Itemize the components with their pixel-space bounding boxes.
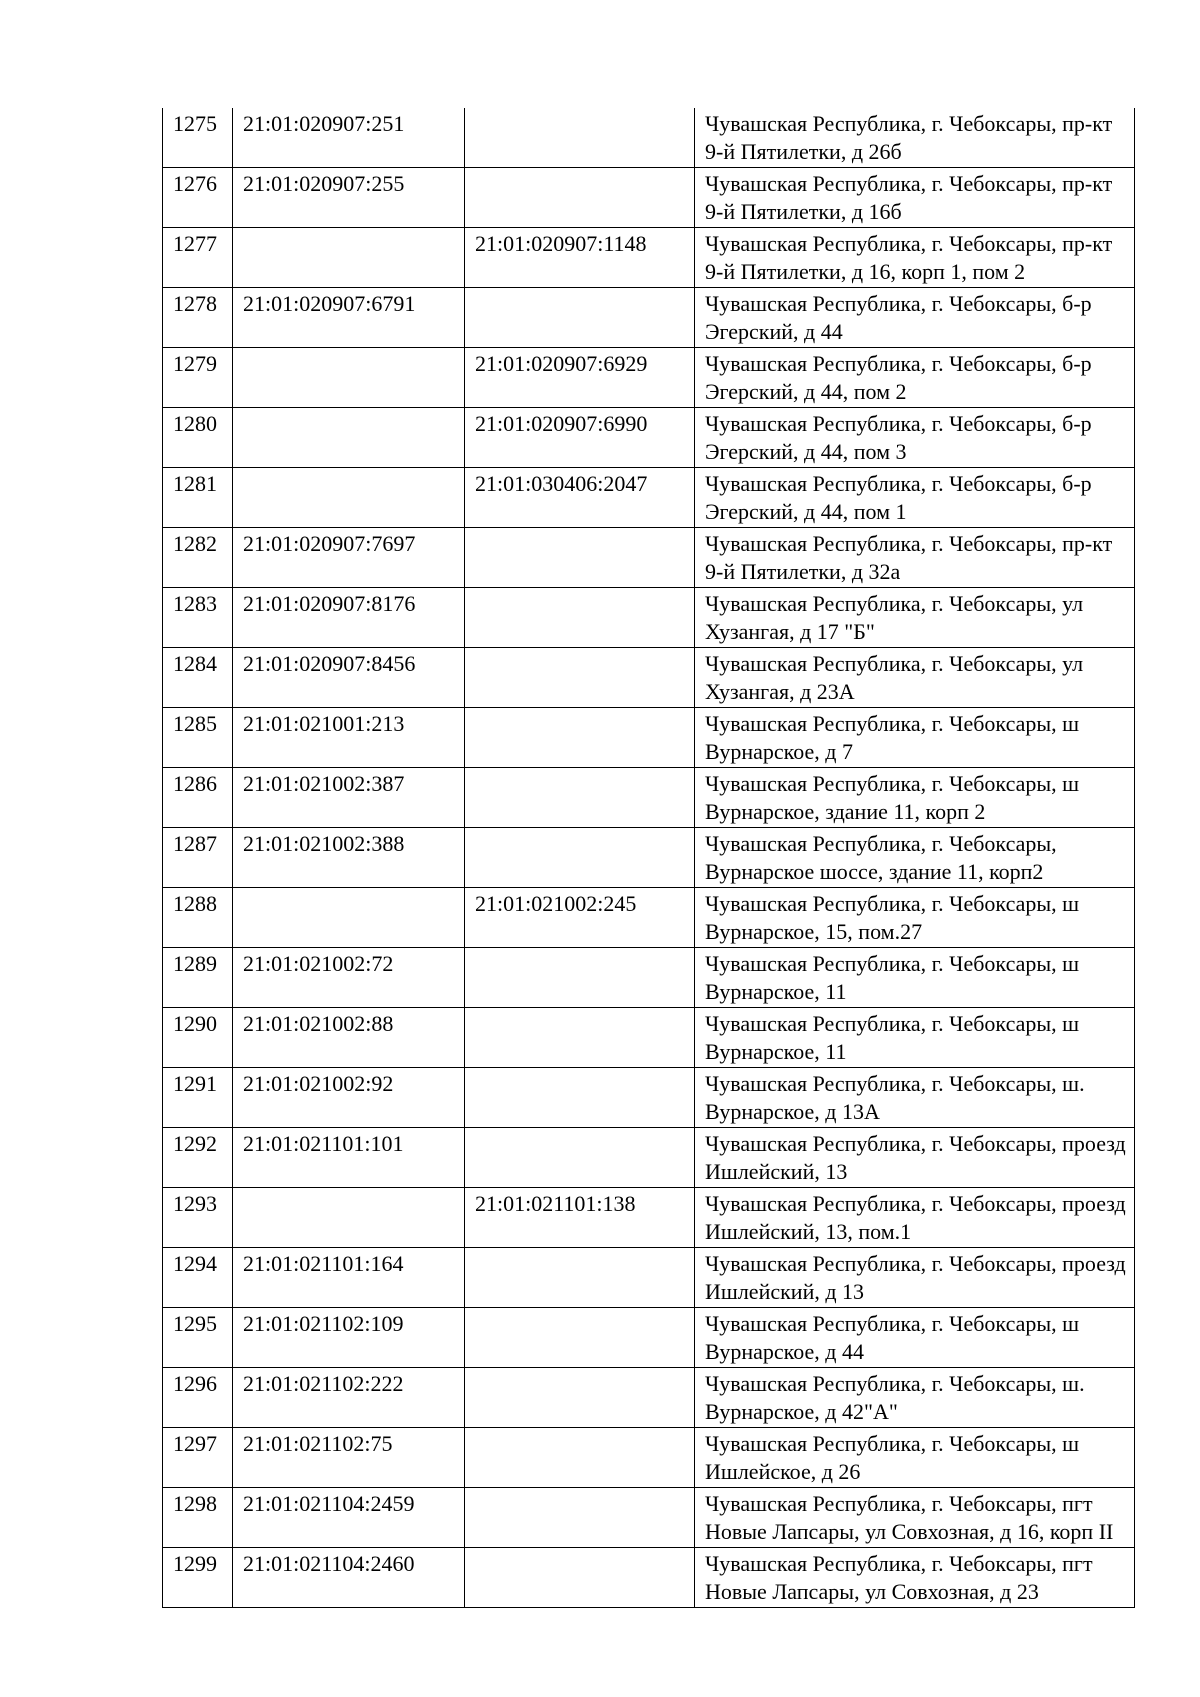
- row-number-cell: 1296: [163, 1368, 233, 1428]
- address-cell: Чувашская Республика, г. Чебоксары, проезд Ишлейский, д 13: [695, 1248, 1135, 1308]
- row-number-cell: 1289: [163, 948, 233, 1008]
- land-cadastral-number-cell: 21:01:020907:251: [233, 108, 465, 168]
- table-row: [163, 468, 1135, 528]
- land-cadastral-number-cell: 21:01:020907:8456: [233, 648, 465, 708]
- address-cell: Чувашская Республика, г. Чебоксары, пр-кт 9-й Пятилетки, д 32а: [695, 528, 1135, 588]
- address-cell: Чувашская Республика, г. Чебоксары, ш Вурнарское, д 44: [695, 1308, 1135, 1368]
- row-number-cell: 1287: [163, 828, 233, 888]
- land-cadastral-number-cell: [233, 408, 465, 468]
- table-row: [163, 1548, 1135, 1608]
- object-cadastral-number-cell: [465, 828, 695, 888]
- registry-table-body: [163, 108, 1135, 1608]
- object-cadastral-number-cell: 21:01:021002:245: [465, 888, 695, 948]
- land-cadastral-number-cell: 21:01:021102:109: [233, 1308, 465, 1368]
- table-row: [163, 828, 1135, 888]
- object-cadastral-number-cell: 21:01:020907:6929: [465, 348, 695, 408]
- row-number-cell: 1275: [163, 108, 233, 168]
- row-number-cell: 1299: [163, 1548, 233, 1608]
- object-cadastral-number-cell: [465, 288, 695, 348]
- land-cadastral-number-cell: 21:01:021101:164: [233, 1248, 465, 1308]
- address-cell: Чувашская Республика, г. Чебоксары, пгт Новые Лапсары, ул Совхозная, д 23: [695, 1548, 1135, 1608]
- address-cell: Чувашская Республика, г. Чебоксары, б-р Эгерский, д 44, пом 2: [695, 348, 1135, 408]
- object-cadastral-number-cell: [465, 1548, 695, 1608]
- object-cadastral-number-cell: [465, 948, 695, 1008]
- row-number-cell: 1290: [163, 1008, 233, 1068]
- land-cadastral-number-cell: 21:01:021002:388: [233, 828, 465, 888]
- address-cell: Чувашская Республика, г. Чебоксары, проезд Ишлейский, 13: [695, 1128, 1135, 1188]
- land-cadastral-number-cell: [233, 468, 465, 528]
- row-number-cell: 1292: [163, 1128, 233, 1188]
- land-cadastral-number-cell: [233, 1188, 465, 1248]
- address-cell: Чувашская Республика, г. Чебоксары, ш Вурнарское, 15, пом.27: [695, 888, 1135, 948]
- table-row: [163, 528, 1135, 588]
- land-cadastral-number-cell: 21:01:021002:92: [233, 1068, 465, 1128]
- row-number-cell: 1278: [163, 288, 233, 348]
- address-cell: Чувашская Республика, г. Чебоксары, пр-кт 9-й Пятилетки, д 26б: [695, 108, 1135, 168]
- object-cadastral-number-cell: [465, 648, 695, 708]
- object-cadastral-number-cell: [465, 528, 695, 588]
- row-number-cell: 1286: [163, 768, 233, 828]
- address-cell: Чувашская Республика, г. Чебоксары, ш Вурнарское, 11: [695, 948, 1135, 1008]
- row-number-cell: 1281: [163, 468, 233, 528]
- land-cadastral-number-cell: 21:01:021101:101: [233, 1128, 465, 1188]
- object-cadastral-number-cell: [465, 1488, 695, 1548]
- land-cadastral-number-cell: 21:01:020907:255: [233, 168, 465, 228]
- row-number-cell: 1293: [163, 1188, 233, 1248]
- address-cell: Чувашская Республика, г. Чебоксары, ш Вурнарское, 11: [695, 1008, 1135, 1068]
- land-cadastral-number-cell: 21:01:021002:72: [233, 948, 465, 1008]
- row-number-cell: 1283: [163, 588, 233, 648]
- land-cadastral-number-cell: 21:01:020907:6791: [233, 288, 465, 348]
- object-cadastral-number-cell: [465, 1308, 695, 1368]
- object-cadastral-number-cell: [465, 168, 695, 228]
- object-cadastral-number-cell: 21:01:020907:6990: [465, 408, 695, 468]
- land-cadastral-number-cell: 21:01:020907:7697: [233, 528, 465, 588]
- land-cadastral-number-cell: 21:01:020907:8176: [233, 588, 465, 648]
- address-cell: Чувашская Республика, г. Чебоксары, б-р Эгерский, д 44, пом 1: [695, 468, 1135, 528]
- land-cadastral-number-cell: 21:01:021104:2460: [233, 1548, 465, 1608]
- row-number-cell: 1276: [163, 168, 233, 228]
- row-number-cell: 1280: [163, 408, 233, 468]
- table-row: [163, 288, 1135, 348]
- object-cadastral-number-cell: [465, 1128, 695, 1188]
- table-row: [163, 888, 1135, 948]
- table-row: [163, 348, 1135, 408]
- address-cell: Чувашская Республика, г. Чебоксары, пгт Новые Лапсары, ул Совхозная, д 16, корп II: [695, 1488, 1135, 1548]
- object-cadastral-number-cell: [465, 1428, 695, 1488]
- table-row: [163, 228, 1135, 288]
- land-cadastral-number-cell: 21:01:021102:75: [233, 1428, 465, 1488]
- land-cadastral-number-cell: 21:01:021001:213: [233, 708, 465, 768]
- land-cadastral-number-cell: [233, 888, 465, 948]
- row-number-cell: 1291: [163, 1068, 233, 1128]
- table-row: [163, 1188, 1135, 1248]
- address-cell: Чувашская Республика, г. Чебоксары, Вурнарское шоссе, здание 11, корп2: [695, 828, 1135, 888]
- land-cadastral-number-cell: 21:01:021002:88: [233, 1008, 465, 1068]
- object-cadastral-number-cell: [465, 1248, 695, 1308]
- row-number-cell: 1294: [163, 1248, 233, 1308]
- object-cadastral-number-cell: [465, 708, 695, 768]
- object-cadastral-number-cell: [465, 1368, 695, 1428]
- address-cell: Чувашская Республика, г. Чебоксары, ш Вурнарское, д 7: [695, 708, 1135, 768]
- object-cadastral-number-cell: [465, 1008, 695, 1068]
- table-row: [163, 588, 1135, 648]
- address-cell: Чувашская Республика, г. Чебоксары, проезд Ишлейский, 13, пом.1: [695, 1188, 1135, 1248]
- row-number-cell: 1282: [163, 528, 233, 588]
- land-cadastral-number-cell: 21:01:021002:387: [233, 768, 465, 828]
- table-row: [163, 408, 1135, 468]
- object-cadastral-number-cell: [465, 588, 695, 648]
- table-row: [163, 948, 1135, 1008]
- address-cell: Чувашская Республика, г. Чебоксары, ш. Вурнарское, д 42"А": [695, 1368, 1135, 1428]
- row-number-cell: 1285: [163, 708, 233, 768]
- land-cadastral-number-cell: 21:01:021102:222: [233, 1368, 465, 1428]
- row-number-cell: 1297: [163, 1428, 233, 1488]
- table-row: [163, 1068, 1135, 1128]
- table-row: [163, 168, 1135, 228]
- object-cadastral-number-cell: [465, 108, 695, 168]
- table-row: [163, 708, 1135, 768]
- object-cadastral-number-cell: [465, 1068, 695, 1128]
- row-number-cell: 1298: [163, 1488, 233, 1548]
- table-row: [163, 108, 1135, 168]
- row-number-cell: 1295: [163, 1308, 233, 1368]
- object-cadastral-number-cell: [465, 768, 695, 828]
- address-cell: Чувашская Республика, г. Чебоксары, б-р Эгерский, д 44: [695, 288, 1135, 348]
- table-row: [163, 648, 1135, 708]
- address-cell: Чувашская Республика, г. Чебоксары, ул Хузангая, д 17 "Б": [695, 588, 1135, 648]
- address-cell: Чувашская Республика, г. Чебоксары, пр-кт 9-й Пятилетки, д 16б: [695, 168, 1135, 228]
- land-cadastral-number-cell: [233, 228, 465, 288]
- table-row: [163, 1128, 1135, 1188]
- address-cell: Чувашская Республика, г. Чебоксары, ш Вурнарское, здание 11, корп 2: [695, 768, 1135, 828]
- row-number-cell: 1288: [163, 888, 233, 948]
- object-cadastral-number-cell: 21:01:021101:138: [465, 1188, 695, 1248]
- table-row: [163, 1308, 1135, 1368]
- row-number-cell: 1284: [163, 648, 233, 708]
- land-cadastral-number-cell: 21:01:021104:2459: [233, 1488, 465, 1548]
- table-row: [163, 1008, 1135, 1068]
- table-row: [163, 768, 1135, 828]
- object-cadastral-number-cell: 21:01:020907:1148: [465, 228, 695, 288]
- table-row: [163, 1488, 1135, 1548]
- table-row: [163, 1368, 1135, 1428]
- address-cell: Чувашская Республика, г. Чебоксары, ш Ишлейское, д 26: [695, 1428, 1135, 1488]
- address-cell: Чувашская Республика, г. Чебоксары, ш. Вурнарское, д 13А: [695, 1068, 1135, 1128]
- address-cell: Чувашская Республика, г. Чебоксары, б-р Эгерский, д 44, пом 3: [695, 408, 1135, 468]
- registry-table: [162, 108, 1135, 1608]
- table-row: [163, 1428, 1135, 1488]
- address-cell: Чувашская Республика, г. Чебоксары, ул Хузангая, д 23А: [695, 648, 1135, 708]
- row-number-cell: 1279: [163, 348, 233, 408]
- row-number-cell: 1277: [163, 228, 233, 288]
- land-cadastral-number-cell: [233, 348, 465, 408]
- object-cadastral-number-cell: 21:01:030406:2047: [465, 468, 695, 528]
- table-row: [163, 1248, 1135, 1308]
- address-cell: Чувашская Республика, г. Чебоксары, пр-кт 9-й Пятилетки, д 16, корп 1, пом 2: [695, 228, 1135, 288]
